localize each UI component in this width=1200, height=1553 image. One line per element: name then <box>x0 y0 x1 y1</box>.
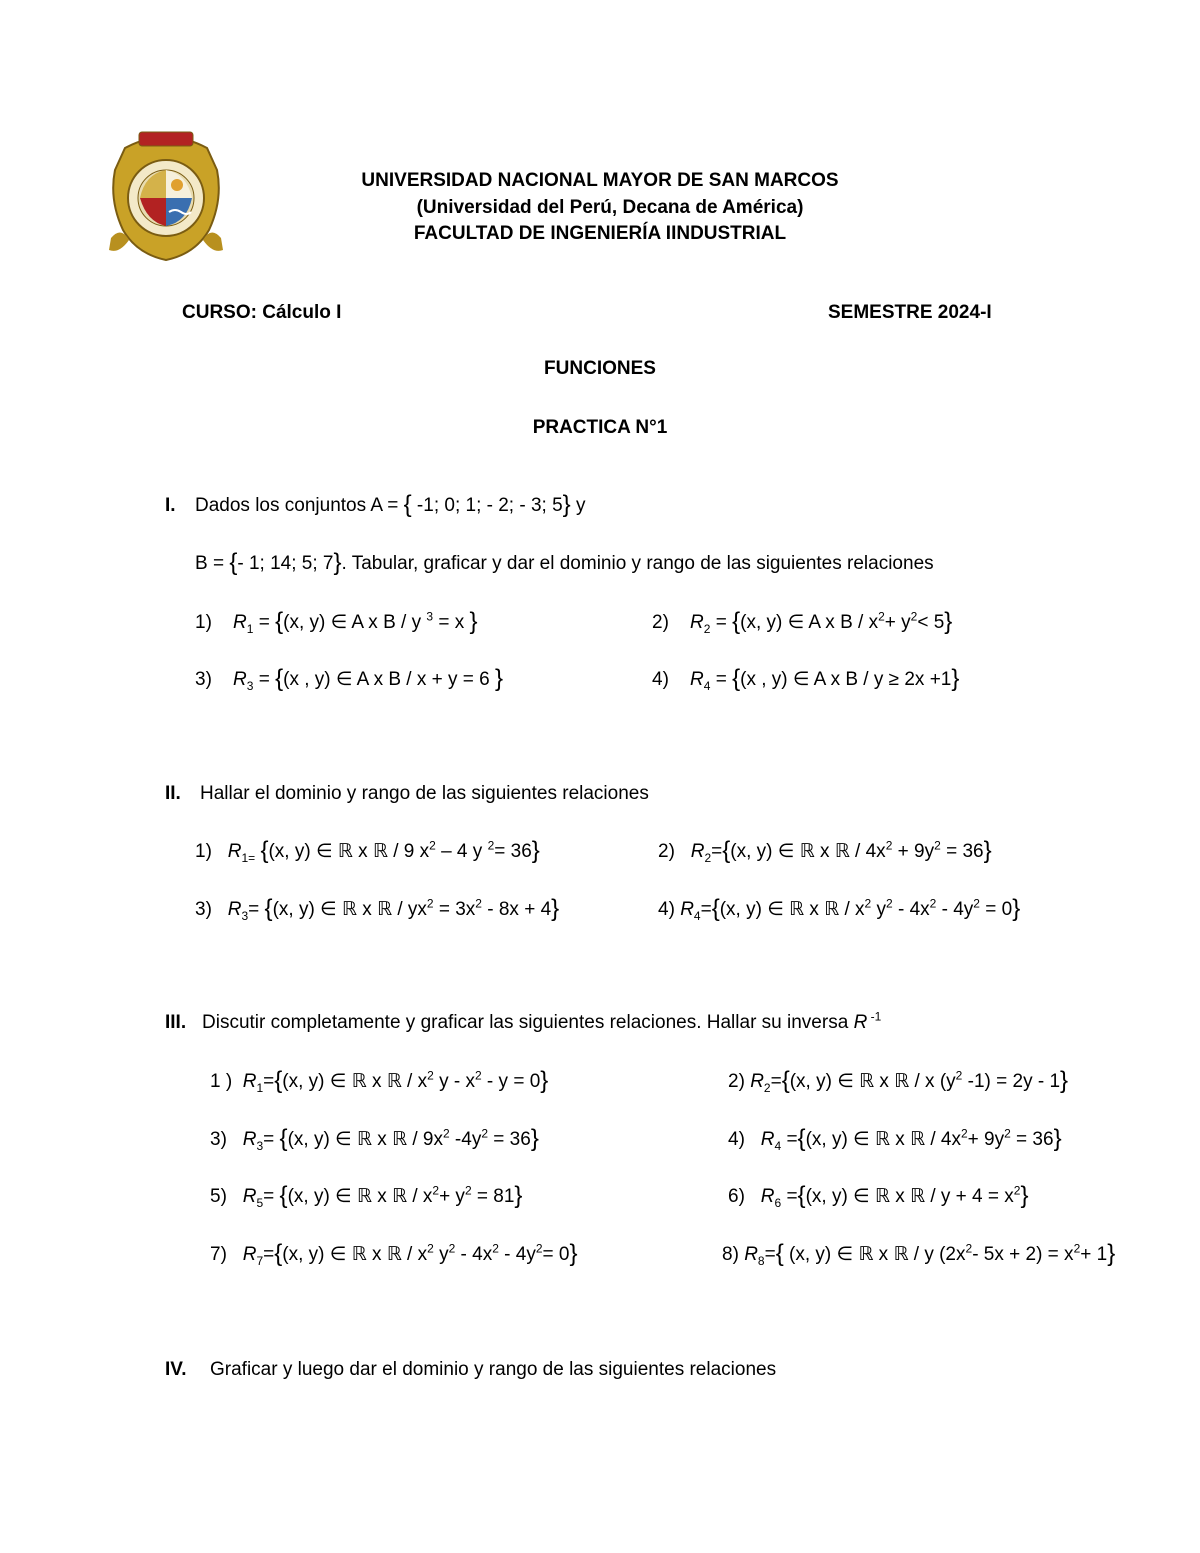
practice-title: PRACTICA N°1 <box>532 417 668 438</box>
relation-2-2: 2) $R_2=\{(x$, y) ∈ ℝ x ℝ / $4x^2 + 9y^2 = 36$} <box>658 837 992 865</box>
section-3-number: III. <box>165 1012 187 1033</box>
relation-1-3: 3) $R_3 = \{(x$ , y) ∈ A x B / x + y = 6 } <box>195 665 504 693</box>
section-1-number: I. <box>165 495 176 516</box>
relation-2-3: 3) $R_3= \{(x$, y) ∈ ℝ x ℝ / $yx^2 = 3x^2 - 8x + 4$} <box>195 895 560 923</box>
university-subtitle: (Universidad del Perú, Decana de América) <box>416 197 804 218</box>
relation-3-7: 7) $R_7=\{(x$, y) ∈ ℝ x ℝ / $x^2$ $y^2 - 4x^2 - 4y^2= 0$} <box>210 1240 578 1268</box>
relation-3-1: 1 ) $R_1=\{(x$, y) ∈ ℝ x ℝ / $x^2$ $y - x^2 - y = 0$} <box>210 1067 549 1095</box>
section-4-number: IV. <box>165 1359 187 1380</box>
relation-3-5: 5) $R_5= \{(x$, y) ∈ ℝ x ℝ / $x^2+ y^2 = 81$} <box>210 1182 523 1210</box>
relation-3-4: 4) $R_4 =\{(x$, y) ∈ ℝ x ℝ / $4x^2+ 9y^2 = 36$} <box>728 1125 1062 1153</box>
section-4-statement: Graficar y luego dar el dominio y rango de las siguientes relaciones <box>210 1359 777 1380</box>
relation-3-3: 3) $R_3= \{(x$, y) ∈ ℝ x ℝ / $9x^2$ $-4y^2 = 36$} <box>210 1125 539 1153</box>
course-label: CURSO: Cálculo I <box>182 302 342 323</box>
relation-3-2: 2) $R_2=\{(x$, y) ∈ ℝ x ℝ / x ($y^2$ -1) = 2y - 1} <box>728 1067 1069 1095</box>
relation-1-1: 1) $R_1 = \{(x$, y) ∈ A x B / y $^3$ = x } <box>195 608 478 636</box>
section-1-statement-b: B = {- 1; 14; 5; 7}. Tabular, graficar y dar el dominio y rango de las siguientes relaciones <box>195 549 934 576</box>
university-name: UNIVERSIDAD NACIONAL MAYOR DE SAN MARCOS <box>361 170 839 191</box>
relation-3-8: 8) $R_8=${ (x, y) ∈ ℝ x ℝ / y ($2x^2-$ $5x + 2) = x^2+ 1$} <box>722 1240 1116 1268</box>
section-2-number: II. <box>165 783 181 804</box>
relation-2-1: 1) $R_{1=}$ {(x, y) ∈ ℝ x ℝ / 9 $x^2 - 4$ y $^2$= 36} <box>195 837 540 865</box>
page-title: FUNCIONES <box>544 358 656 379</box>
relation-3-6: 6) $R_6 =\{(x$, y) ∈ ℝ x ℝ / $y + 4 = x^2$} <box>728 1182 1029 1210</box>
faculty-name: FACULTAD DE INGENIERÍA IINDUSTRIAL <box>413 223 787 244</box>
relation-1-2: 2) $R_2 = \{(x$, y) ∈ A x $B / x^2+ y^2< 5$} <box>652 608 953 636</box>
relation-2-4: 4) $R_4=\{(x$, y) ∈ ℝ x ℝ / $x^2$ $y^2 - 4x^2 - 4y^2 = 0$} <box>658 895 1021 923</box>
section-3-statement: Discutir completamente y graficar las siguientes relaciones. Hallar su inversa R $^{-1}$ <box>202 1009 882 1033</box>
relation-1-4: 4) $R_4 = \{(x$ , y) ∈ A x B / y ≥ 2x +1} <box>652 665 960 693</box>
section-2-statement: Hallar el dominio y rango de las siguientes relaciones <box>200 783 649 804</box>
semester-label: SEMESTRE 2024-I <box>828 302 992 323</box>
section-1-statement: Dados los conjuntos A = { -1; 0; 1; - 2; - 3; 5} y <box>195 491 586 518</box>
